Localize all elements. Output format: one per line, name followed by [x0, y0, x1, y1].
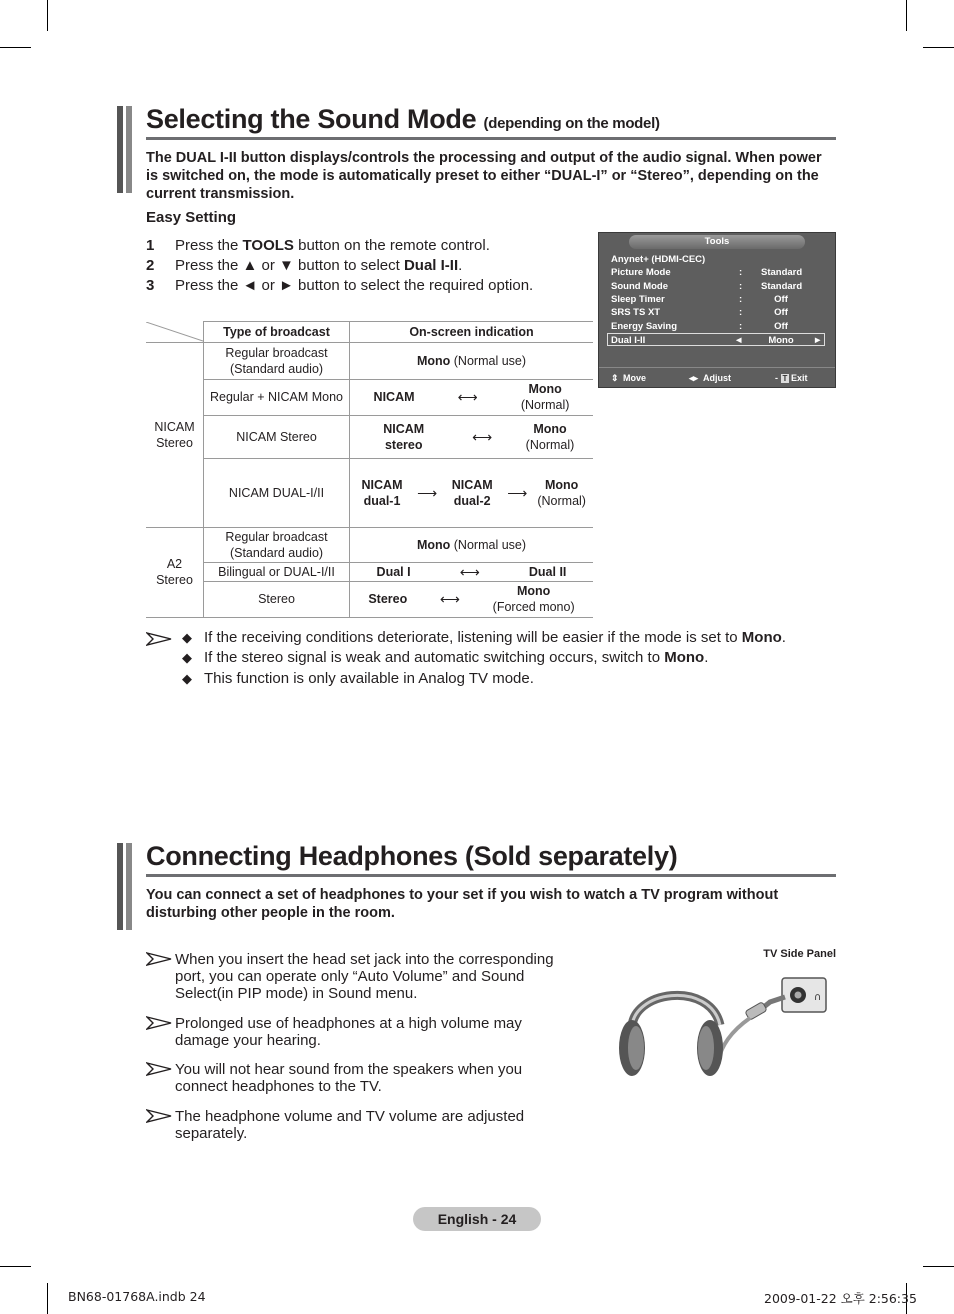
- table-cell: Regular + NICAM Mono: [204, 379, 350, 415]
- section-marker: [117, 843, 123, 930]
- arrow-right-icon: ►: [813, 335, 823, 346]
- table-row: [146, 342, 593, 379]
- svg-text:∩: ∩: [814, 992, 822, 1003]
- right-arrow-icon: ⟶: [507, 484, 528, 501]
- table-cell: Bilingual or DUAL-I/II: [204, 562, 350, 581]
- tools-menu-item: Anynet+ (HDMI-CEC): [611, 254, 706, 265]
- note-arrow-icon: [146, 1062, 172, 1076]
- headphones-illustration: [610, 970, 836, 1085]
- tools-menu-selected-item: Dual I-II ◄ Mono ►: [607, 333, 825, 346]
- crop-mark: [0, 47, 31, 48]
- section-marker: [117, 106, 123, 193]
- steps-list: [146, 236, 533, 296]
- note-arrow-icon: [146, 952, 172, 966]
- step-item: 3 Press the ◄ or ► button to select the required option.: [146, 277, 534, 294]
- table-cell: Regular broadcast (Standard audio): [204, 527, 350, 562]
- right-arrow-icon: ⟶: [417, 484, 438, 501]
- table-cell: NICAM DUAL-I/II: [204, 458, 350, 527]
- headphone-note: When you insert the head set jack into the corresponding port, you can operate only “Auto Volume” and Sound Select(in PIP mode) in Sound menu.: [175, 951, 554, 1002]
- table-row: [146, 379, 593, 415]
- crop-mark: [47, 1283, 48, 1314]
- section-title: Selecting the Sound Mode (depending on the model): [146, 104, 660, 134]
- table-group-label: A2 Stereo: [146, 527, 204, 617]
- title-rule: [146, 874, 836, 877]
- headphone-note: The headphone volume and TV volume are adjusted separately.: [175, 1108, 525, 1142]
- headphone-note: You will not hear sound from the speakers when you connect headphones to the TV.: [175, 1061, 523, 1095]
- table-cell: Stereo: [204, 581, 350, 617]
- section-intro: You can connect a set of headphones to your set if you wish to watch a TV program without disturbing other people in the room.: [146, 887, 779, 921]
- note-arrow-icon: [146, 1109, 172, 1123]
- tv-side-panel-label: TV Side Panel: [763, 948, 836, 960]
- easy-setting-heading: Easy Setting: [146, 209, 237, 226]
- arrow-left-icon: ◄: [734, 335, 744, 346]
- table-cell: NICAM ⟷ Mono (Normal): [350, 379, 594, 415]
- footer-timestamp: 2009-01-22 오후 2:56:35: [764, 1291, 917, 1306]
- table-header-type: Type of broadcast: [204, 322, 350, 343]
- table-group-label: NICAM Stereo: [146, 342, 204, 527]
- section-title: Connecting Headphones (Sold separately): [146, 841, 678, 871]
- table-row: [146, 581, 593, 617]
- swap-arrow-icon: ⟷: [472, 428, 493, 445]
- crop-mark: [0, 1266, 31, 1267]
- tools-menu-item: Picture Mode : Standard: [611, 267, 803, 278]
- table-cell: Dual I ⟷ Dual II: [350, 562, 594, 581]
- section-marker: [126, 106, 132, 193]
- table-row: [146, 458, 593, 527]
- swap-arrow-icon: ⟷: [439, 591, 460, 607]
- table-header-osd: On-screen indication: [350, 322, 594, 343]
- note-item: ◆ If the receiving conditions deteriorate, listening will be easier if the mode is set to Mono.: [182, 629, 786, 646]
- exit-icon: - T: [775, 373, 788, 383]
- table-corner: [146, 322, 204, 343]
- table-cell: Stereo ⟷ Mono (Forced mono): [350, 581, 594, 617]
- crop-mark: [906, 0, 907, 31]
- footer-file-label: BN68-01768A.indb 24: [68, 1289, 206, 1304]
- broadcast-table: [146, 321, 593, 618]
- tools-menu-footer: ⇕ Move ◂▸ Adjust - T Exit: [599, 367, 835, 388]
- tools-menu-item: Sound Mode : Standard: [611, 281, 803, 292]
- page-number-badge: English - 24: [413, 1207, 541, 1231]
- table-cell: Mono (Normal use): [350, 527, 594, 562]
- note-arrow-icon: [146, 632, 172, 646]
- table-cell: NICAM stereo ⟷ Mono (Normal): [350, 415, 594, 458]
- crop-mark: [923, 47, 954, 48]
- step-item: 1 Press the TOOLS button on the remote control.: [146, 237, 490, 254]
- section-marker: [126, 843, 132, 930]
- note-item: ◆ This function is only available in Analog TV mode.: [182, 670, 534, 687]
- tools-menu: [598, 232, 836, 388]
- table-cell: Regular broadcast (Standard audio): [204, 342, 350, 379]
- table-cell: Mono (Normal use): [350, 342, 594, 379]
- note-item: ◆ If the stereo signal is weak and automatic switching occurs, switch to Mono.: [182, 649, 709, 666]
- bullet-diamond-icon: ◆: [182, 671, 192, 686]
- crop-mark: [47, 0, 48, 31]
- tools-menu-item: Energy Saving : Off: [611, 321, 788, 332]
- title-rule: [146, 137, 836, 140]
- table-cell: NICAM dual-1 ⟶ NICAM dual-2 ⟶ Mono (Normal): [350, 458, 594, 527]
- tools-menu-item: SRS TS XT : Off: [611, 307, 788, 318]
- headphone-note: Prolonged use of headphones at a high volume may damage your hearing.: [175, 1015, 522, 1049]
- crop-mark: [923, 1266, 954, 1267]
- tools-menu-header: Tools: [629, 235, 805, 249]
- table-row: [146, 527, 593, 562]
- adjust-icon: ◂▸: [689, 373, 699, 383]
- tools-menu-item: Sleep Timer : Off: [611, 294, 788, 305]
- bullet-diamond-icon: ◆: [182, 630, 192, 645]
- swap-arrow-icon: ⟷: [459, 563, 480, 580]
- table-row: [146, 562, 593, 581]
- table-cell: NICAM Stereo: [204, 415, 350, 458]
- bullet-diamond-icon: ◆: [182, 650, 192, 665]
- note-arrow-icon: [146, 1016, 172, 1030]
- step-item: 2 Press the ▲ or ▼ button to select Dual I-II.: [146, 257, 463, 274]
- move-icon: ⇕: [611, 373, 619, 383]
- table-row: [146, 415, 593, 458]
- section-intro: The DUAL I-II button displays/controls the processing and output of the audio signal. When power is switched on, the mode is automatically preset to either “DUAL-I” or “Stereo”, depending on the current transmission.: [146, 150, 822, 202]
- swap-arrow-icon: ⟷: [457, 389, 478, 405]
